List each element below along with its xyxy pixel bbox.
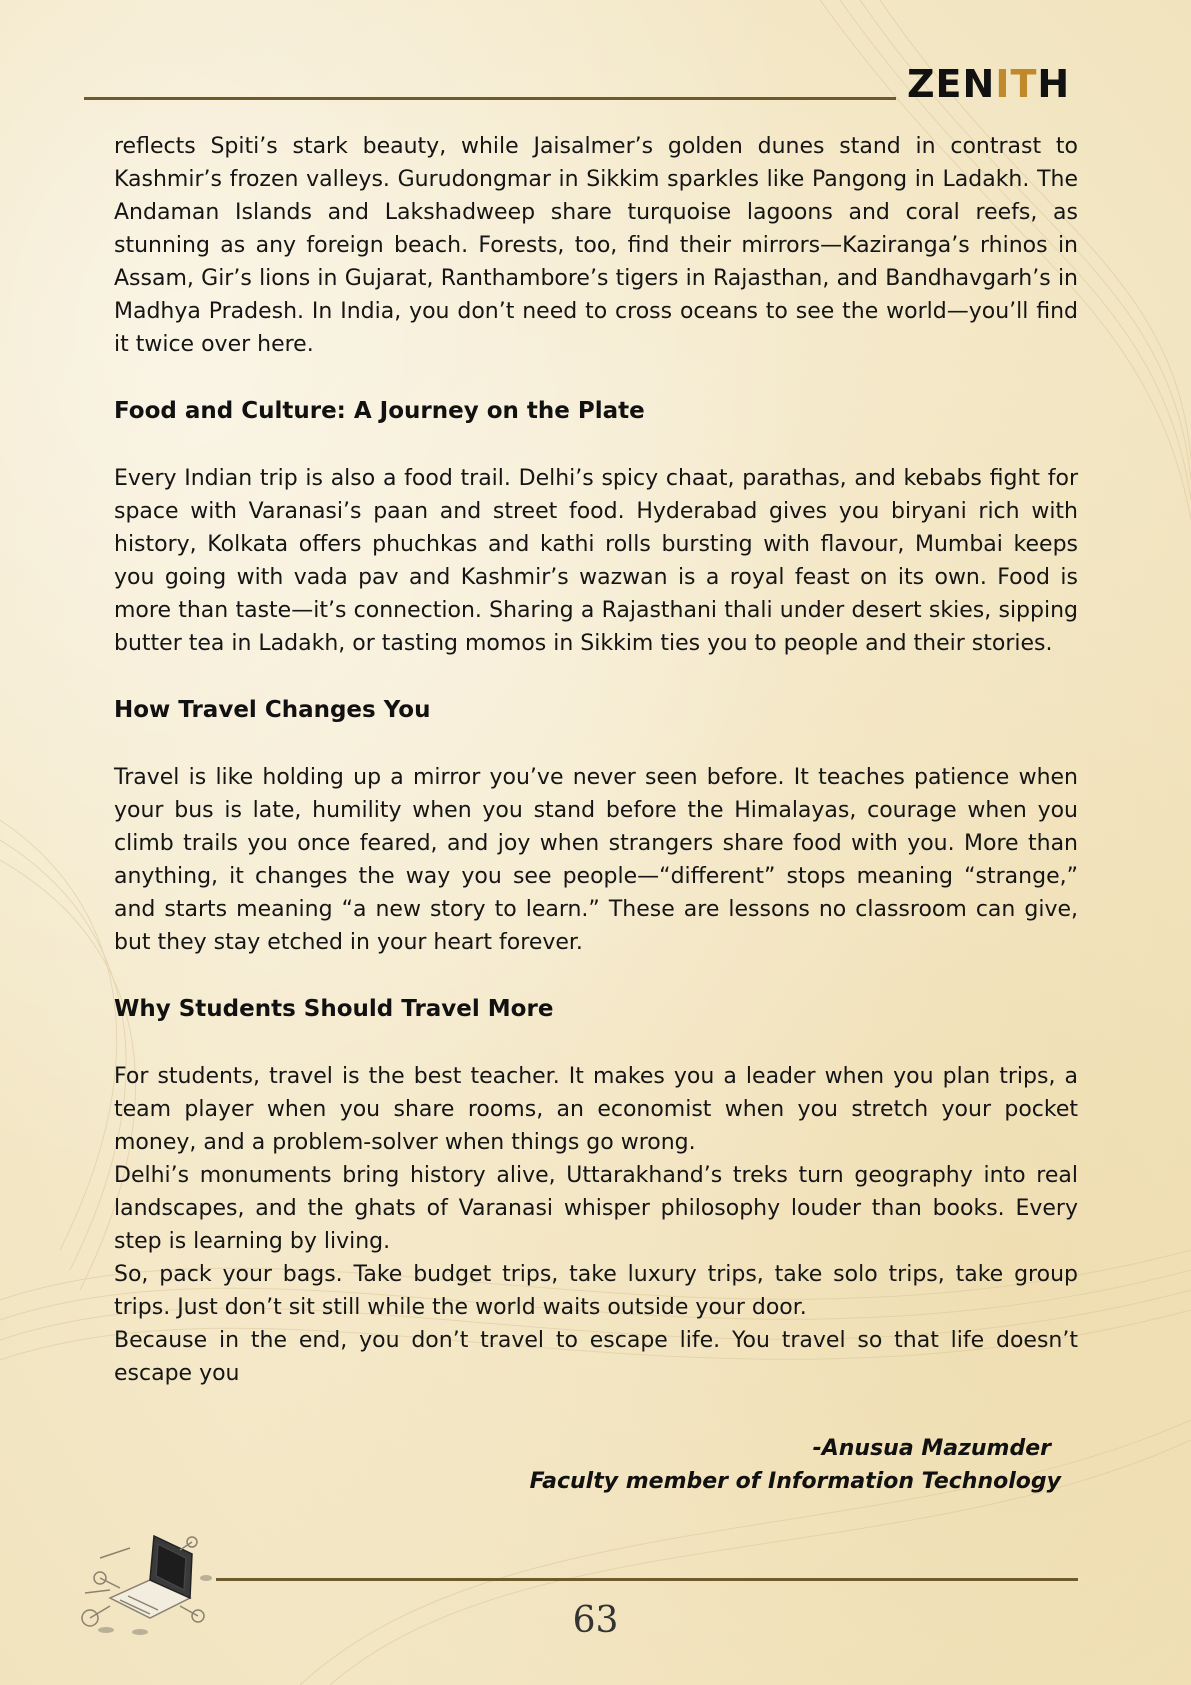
- section-paragraph-students-1: For students, travel is the best teacher. It makes you a leader when you plan trips, a team player when you share rooms, an economist when you stretch your pocket money, and a problem-solver when things go wrong.: [114, 1064, 1078, 1155]
- section-paragraph-students-4: Because in the end, you don’t travel to escape life. You travel so that life doesn’t escape you: [114, 1328, 1078, 1386]
- section-paragraph-food: Every Indian trip is also a food trail. Delhi’s spicy chaat, parathas, and kebabs fight for space with Varanasi’s paan and street food. Hyderabad gives you biryani rich with history, Kolkata offers phuchkas and kathi rolls bursting with flavour, Mumbai keeps you going with vada pav and Kashmir’s wazwan is a royal feast on its own. Food is more than taste—it’s connection. Sharing a Rajasthani thali under desert skies, sipping butter tea in Ladakh, or tasting momos in Sikkim ties you to people and their stories.: [114, 466, 1078, 656]
- section-heading-food: Food and Culture: A Journey on the Plate: [114, 398, 645, 424]
- section-paragraph-travel-changes: Travel is like holding up a mirror you’ve never seen before. It teaches patience when your bus is late, humility when you stand before the Himalayas, courage when you climb trails you once feared, and joy when strangers share food with you. More than anything, it changes the way you see people—“different” stops meaning “strange,” and starts meaning “a new story to learn.” These are lessons no classroom can give, but they stay etched in your heart forever.: [114, 765, 1078, 955]
- section-heading-travel-changes: How Travel Changes You: [114, 697, 431, 723]
- section-heading-students: Why Students Should Travel More: [114, 996, 554, 1022]
- author-signature: [530, 1432, 1061, 1498]
- article-body: [114, 130, 1078, 1390]
- author-role: Faculty member of Information Technology: [529, 1469, 1061, 1494]
- header-rule: [84, 97, 896, 100]
- page-number: 63: [572, 1600, 619, 1641]
- intro-paragraph: reflects Spiti’s stark beauty, while Jaisalmer’s golden dunes stand in contrast to Kashmir’s frozen valleys. Gurudongmar in Sikkim sparkles like Pangong in Ladakh. The Andaman Islands and Lakshadweep share turquoise lagoons and coral reefs, as stunning as any foreign beach. Forests, too, find their mirrors—Kaziranga’s rhinos in Assam, Gir’s lions in Gujarat, Ranthambore’s tigers in Rajasthan, and Bandhavgarh’s in Madhya Pradesh. In India, you don’t need to cross oceans to see the world—you’ll find it twice over here.: [114, 134, 1078, 357]
- section-paragraph-students-3: So, pack your bags. Take budget trips, take luxury trips, take solo trips, take group trips. Just don’t sit still while the world waits outside your door.: [114, 1262, 1078, 1320]
- section-paragraph-students-2: Delhi’s monuments bring history alive, Uttarakhand’s treks turn geography into real landscapes, and the ghats of Varanasi whisper philosophy louder than books. Every step is learning by living.: [114, 1163, 1078, 1254]
- footer-rule: [216, 1578, 1078, 1581]
- author-name: -Anusua Mazumder: [812, 1436, 1051, 1461]
- zenith-logo: ZENITH: [907, 62, 1071, 106]
